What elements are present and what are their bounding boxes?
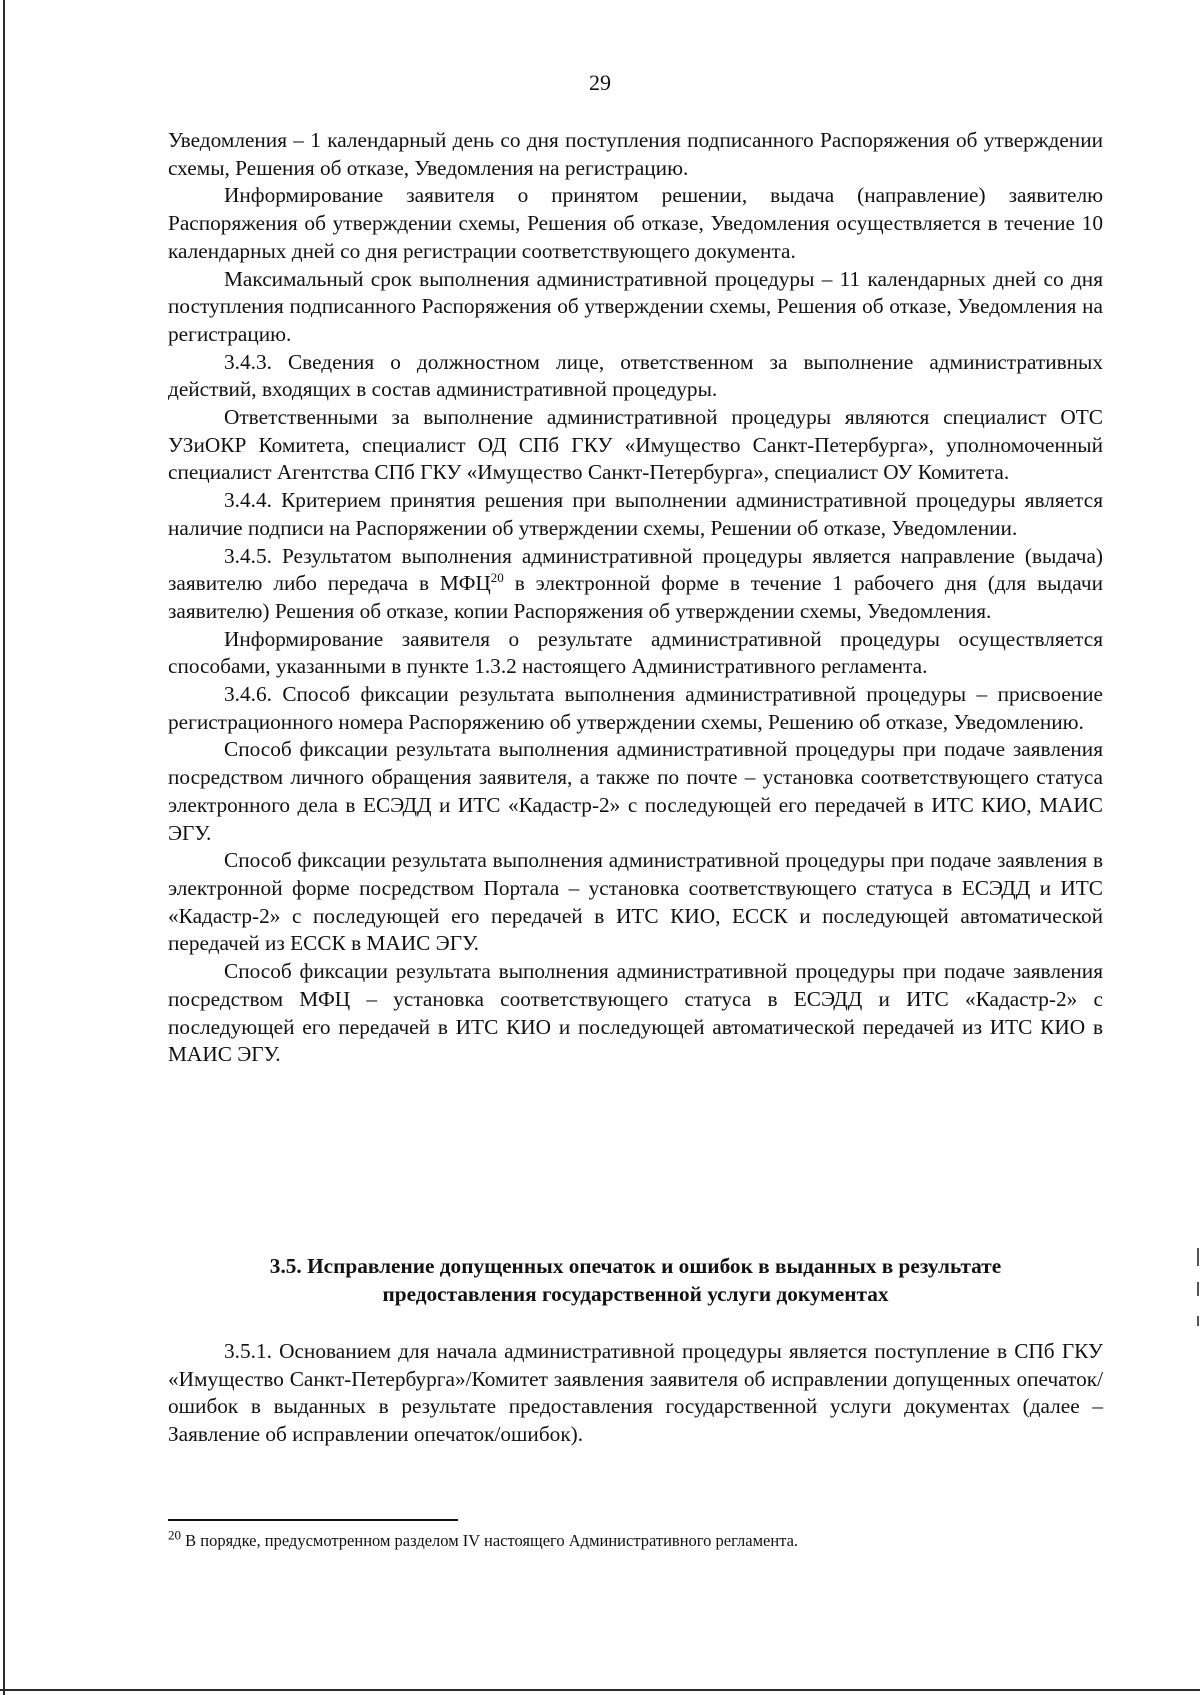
scan-mark [1197,1316,1199,1326]
section-heading [168,1252,1103,1308]
scan-mark [1197,1282,1199,1296]
paragraph: Способ фиксации результата выполнения административной процедуры при подаче заявления посредством личного обращения заявителя, а также по почте – установка соответствующего статуса электронного дела в ЕСЭДД и ИТС «Кадастр-2» с последующей его передачей в ИТС КИО, МАИС ЭГУ. [168,737,1103,845]
footnote-separator [168,1519,458,1521]
footnote-number: 20 [168,1527,181,1543]
scan-edge-left [3,0,5,1695]
paragraph: Способ фиксации результата выполнения административной процедуры при подаче заявления в электронной форме посредством Портала – установка соответствующего статуса в ЕСЭДД и ИТС «Кадастр-2» с последующей его передачей в ИТС КИО, ЕССК и последующей автоматической передачей из ЕССК в МАИС ЭГУ. [168,848,1103,956]
paragraph [168,543,1103,626]
paragraph-text: в электронной форме в течение 1 рабочего дня (для выдачи заявителю) Решения об отказе, копии Распоряжения об утверждении схемы, Уведомления. [168,571,1103,623]
page-number: 29 [589,70,611,95]
body-text [168,127,1103,1069]
paragraph: Ответственными за выполнение административной процедуры являются специалист ОТС УЗиОКР Комитета, специалист ОД СПб ГКУ «Имущество Санкт-Петербурга», уполномоченный специалист Агентства СПб ГКУ «Имущество Санкт-Петербурга», специалист ОУ Комитета. [168,405,1103,485]
paragraph: Уведомления – 1 календарный день со дня поступления подписанного Распоряжения об утверждении схемы, Решения об отказе, Уведомления на регистрацию. [168,128,1103,180]
paragraph: 3.5.1. Основанием для начала административной процедуры является поступление в СПб ГКУ «Имущество Санкт-Петербурга»/Комитет заявления заявителя об исправлении допущенных опечаток/ошибок в выданных в результате предоставления государственной услуги документах (далее – Заявление об исправлении опечаток/ошибок). [168,1339,1103,1447]
paragraph: 3.4.4. Критерием принятия решения при выполнении административной процедуры является наличие подписи на Распоряжении об утверждении схемы, Решении об отказе, Уведомлении. [168,488,1103,540]
footnote-text: В порядке, предусмотренном разделом IV настоящего Административного регламента. [181,1531,799,1550]
paragraph-text: 3.4.5. Результатом выполнения административной процедуры является направление (выдача) заявителю либо передача в МФЦ [168,543,1103,596]
paragraph: Максимальный срок выполнения административной процедуры – 11 календарных дней со дня поступления подписанного Распоряжения об утверждении схемы, Решения об отказе, Уведомления на регистрацию. [168,266,1103,346]
paragraph: Информирование заявителя о принятом решении, выдача (направление) заявителю Распоряжения об утверждении схемы, Решения об отказе, Уведомления осуществляется в течение 10 календарных дней со дня регистрации соответствующего документа. [168,183,1103,263]
footnote-reference: 20 [490,570,504,586]
section-heading-line: 3.5. Исправление допущенных опечаток и ошибок в выданных в результате [269,1254,1002,1278]
paragraph: 3.4.6. Способ фиксации результата выполнения административной процедуры – присвоение регистрационного номера Распоряжению об утверждении схемы, Решению об отказе, Уведомлению. [168,682,1103,734]
scan-mark [1197,1248,1199,1266]
section-body [168,1338,1103,1449]
paragraph: Информирование заявителя о результате административной процедуры осуществляется способами, указанными в пункте 1.3.2 настоящего Административного регламента. [168,626,1103,679]
footnote [168,1527,1103,1552]
section-heading-line: предоставления государственной услуги документах [382,1282,889,1306]
paragraph: Способ фиксации результата выполнения административной процедуры при подаче заявления посредством МФЦ – установка соответствующего статуса в ЕСЭДД и ИТС «Кадастр-2» с последующей его передачей в ИТС КИО и последующей автоматической передачей из ИТС КИО в МАИС ЭГУ. [168,959,1103,1067]
paragraph: 3.4.3. Сведения о должностном лице, ответственном за выполнение административных действий, входящих в состав административной процедуры. [168,349,1103,402]
scan-edge-bottom [0,1689,1200,1691]
